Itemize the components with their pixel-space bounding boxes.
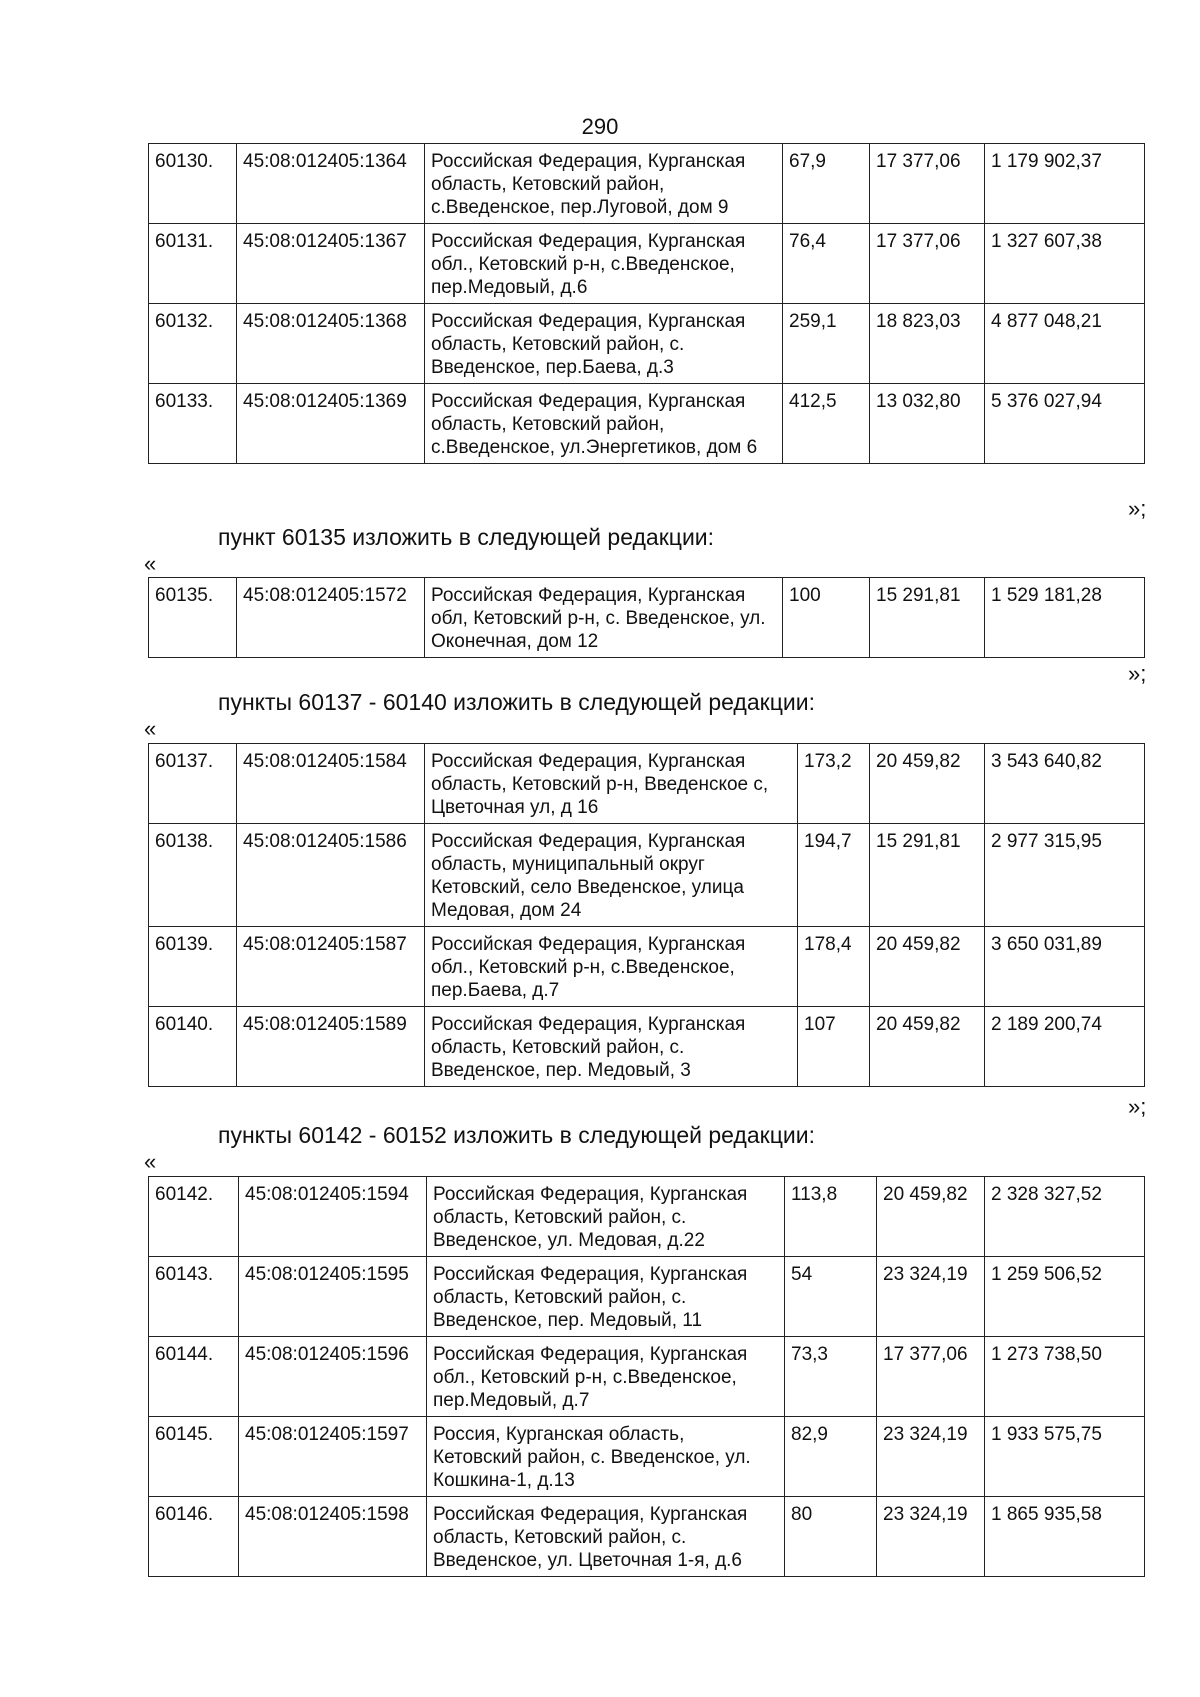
row-number: 60138. (149, 824, 237, 927)
table-row (149, 927, 1145, 1007)
address: Российская Федерация, Курганская область, Кетовский район, с. Введенское, пер.Баева, д.3 (425, 304, 783, 384)
row-number: 60143. (149, 1257, 239, 1337)
address: Российская Федерация, Курганская обл, Кетовский р-н, с. Введенское, ул. Оконечная, дом 12 (425, 578, 783, 658)
cadastral-number: 45:08:012405:1364 (237, 144, 425, 224)
total-value: 1 865 935,58 (985, 1497, 1145, 1577)
table-row (149, 578, 1145, 658)
area: 82,9 (785, 1417, 877, 1497)
address: Российская Федерация, Курганская обл., Кетовский р-н, с.Введенское, пер.Медовый, д.7 (427, 1337, 785, 1417)
table-row (149, 224, 1145, 304)
cadastral-number: 45:08:012405:1367 (237, 224, 425, 304)
address: Российская Федерация, Курганская область, Кетовский р-н, Введенское с, Цветочная ул, д 16 (425, 744, 798, 824)
total-value: 1 529 181,28 (985, 578, 1145, 658)
cadastral-price: 20 459,82 (870, 744, 985, 824)
row-number: 60144. (149, 1337, 239, 1417)
area: 107 (798, 1007, 870, 1087)
closing-quote: »; (1128, 496, 1147, 521)
cadastral-number: 45:08:012405:1596 (239, 1337, 427, 1417)
address: Россия, Курганская область, Кетовский район, с. Введенское, ул. Кошкина-1, д.13 (427, 1417, 785, 1497)
opening-quote: « (144, 716, 157, 741)
row-number: 60142. (149, 1177, 239, 1257)
cadastral-price: 23 324,19 (877, 1497, 985, 1577)
total-value: 1 273 738,50 (985, 1337, 1145, 1417)
row-number: 60135. (149, 578, 237, 658)
page-number: 290 (581, 114, 619, 139)
registry-table-4 (148, 1176, 1145, 1577)
area: 76,4 (783, 224, 870, 304)
area: 54 (785, 1257, 877, 1337)
area: 73,3 (785, 1337, 877, 1417)
address: Российская Федерация, Курганская область, Кетовский район, с. Введенское, ул. Медовая, д.22 (427, 1177, 785, 1257)
registry-table-3 (148, 743, 1145, 1087)
total-value: 3 543 640,82 (985, 744, 1145, 824)
table-row (149, 1177, 1145, 1257)
cadastral-number: 45:08:012405:1594 (239, 1177, 427, 1257)
address: Российская Федерация, Курганская обл., Кетовский р-н, с.Введенское, пер.Медовый, д.6 (425, 224, 783, 304)
row-number: 60130. (149, 144, 237, 224)
cadastral-number: 45:08:012405:1597 (239, 1417, 427, 1497)
cadastral-number: 45:08:012405:1572 (237, 578, 425, 658)
row-number: 60145. (149, 1417, 239, 1497)
cadastral-number: 45:08:012405:1586 (237, 824, 425, 927)
row-number: 60139. (149, 927, 237, 1007)
row-number: 60133. (149, 384, 237, 464)
closing-quote: »; (1128, 661, 1147, 686)
cadastral-number: 45:08:012405:1369 (237, 384, 425, 464)
address: Российская Федерация, Курганская область, муниципальный округ Кетовский, село Введенское, улица Медовая, дом 24 (425, 824, 798, 927)
table-row (149, 744, 1145, 824)
instruction-text: пункт 60135 изложить в следующей редакции: (218, 524, 715, 550)
opening-quote: « (144, 1149, 157, 1174)
table-row (149, 304, 1145, 384)
area: 178,4 (798, 927, 870, 1007)
total-value: 2 328 327,52 (985, 1177, 1145, 1257)
address: Российская Федерация, Курганская область, Кетовский район, с. Введенское, пер. Медовый, 11 (427, 1257, 785, 1337)
address: Российская Федерация, Курганская обл., Кетовский р-н, с.Введенское, пер.Баева, д.7 (425, 927, 798, 1007)
row-number: 60131. (149, 224, 237, 304)
row-number: 60132. (149, 304, 237, 384)
table-row (149, 144, 1145, 224)
total-value: 2 189 200,74 (985, 1007, 1145, 1087)
cadastral-price: 13 032,80 (870, 384, 985, 464)
total-value: 1 327 607,38 (985, 224, 1145, 304)
row-number: 60146. (149, 1497, 239, 1577)
area: 100 (783, 578, 870, 658)
table-row (149, 1497, 1145, 1577)
address: Российская Федерация, Курганская область, Кетовский район, с.Введенское, пер.Луговой, дом 9 (425, 144, 783, 224)
area: 194,7 (798, 824, 870, 927)
cadastral-price: 18 823,03 (870, 304, 985, 384)
total-value: 1 933 575,75 (985, 1417, 1145, 1497)
cadastral-number: 45:08:012405:1368 (237, 304, 425, 384)
cadastral-number: 45:08:012405:1584 (237, 744, 425, 824)
cadastral-number: 45:08:012405:1598 (239, 1497, 427, 1577)
table-row (149, 1007, 1145, 1087)
area: 113,8 (785, 1177, 877, 1257)
cadastral-number: 45:08:012405:1587 (237, 927, 425, 1007)
address: Российская Федерация, Курганская область, Кетовский район, с. Введенское, ул. Цветочная 1-я, д.6 (427, 1497, 785, 1577)
total-value: 5 376 027,94 (985, 384, 1145, 464)
cadastral-price: 15 291,81 (870, 578, 985, 658)
instruction-text: пункты 60137 - 60140 изложить в следующей редакции: (218, 689, 815, 715)
row-number: 60137. (149, 744, 237, 824)
closing-quote: »; (1128, 1094, 1147, 1119)
table-row (149, 1417, 1145, 1497)
cadastral-price: 17 377,06 (870, 144, 985, 224)
total-value: 1 259 506,52 (985, 1257, 1145, 1337)
cadastral-number: 45:08:012405:1589 (237, 1007, 425, 1087)
cadastral-price: 23 324,19 (877, 1257, 985, 1337)
total-value: 3 650 031,89 (985, 927, 1145, 1007)
total-value: 2 977 315,95 (985, 824, 1145, 927)
area: 67,9 (783, 144, 870, 224)
address: Российская Федерация, Курганская область, Кетовский район, с.Введенское, ул.Энергетиков, дом 6 (425, 384, 783, 464)
cadastral-price: 20 459,82 (877, 1177, 985, 1257)
cadastral-number: 45:08:012405:1595 (239, 1257, 427, 1337)
table-row (149, 384, 1145, 464)
area: 259,1 (783, 304, 870, 384)
area: 173,2 (798, 744, 870, 824)
total-value: 4 877 048,21 (985, 304, 1145, 384)
instruction-text: пункты 60142 - 60152 изложить в следующей редакции: (218, 1122, 815, 1148)
address: Российская Федерация, Курганская область, Кетовский район, с. Введенское, пер. Медовый, 3 (425, 1007, 798, 1087)
cadastral-price: 17 377,06 (877, 1337, 985, 1417)
table-row (149, 1257, 1145, 1337)
registry-table-1 (148, 143, 1145, 464)
cadastral-price: 20 459,82 (870, 1007, 985, 1087)
table-row (149, 1337, 1145, 1417)
registry-table-2 (148, 577, 1145, 658)
cadastral-price: 17 377,06 (870, 224, 985, 304)
total-value: 1 179 902,37 (985, 144, 1145, 224)
area: 412,5 (783, 384, 870, 464)
opening-quote: « (144, 551, 157, 576)
row-number: 60140. (149, 1007, 237, 1087)
area: 80 (785, 1497, 877, 1577)
table-row (149, 824, 1145, 927)
cadastral-price: 15 291,81 (870, 824, 985, 927)
cadastral-price: 20 459,82 (870, 927, 985, 1007)
cadastral-price: 23 324,19 (877, 1417, 985, 1497)
